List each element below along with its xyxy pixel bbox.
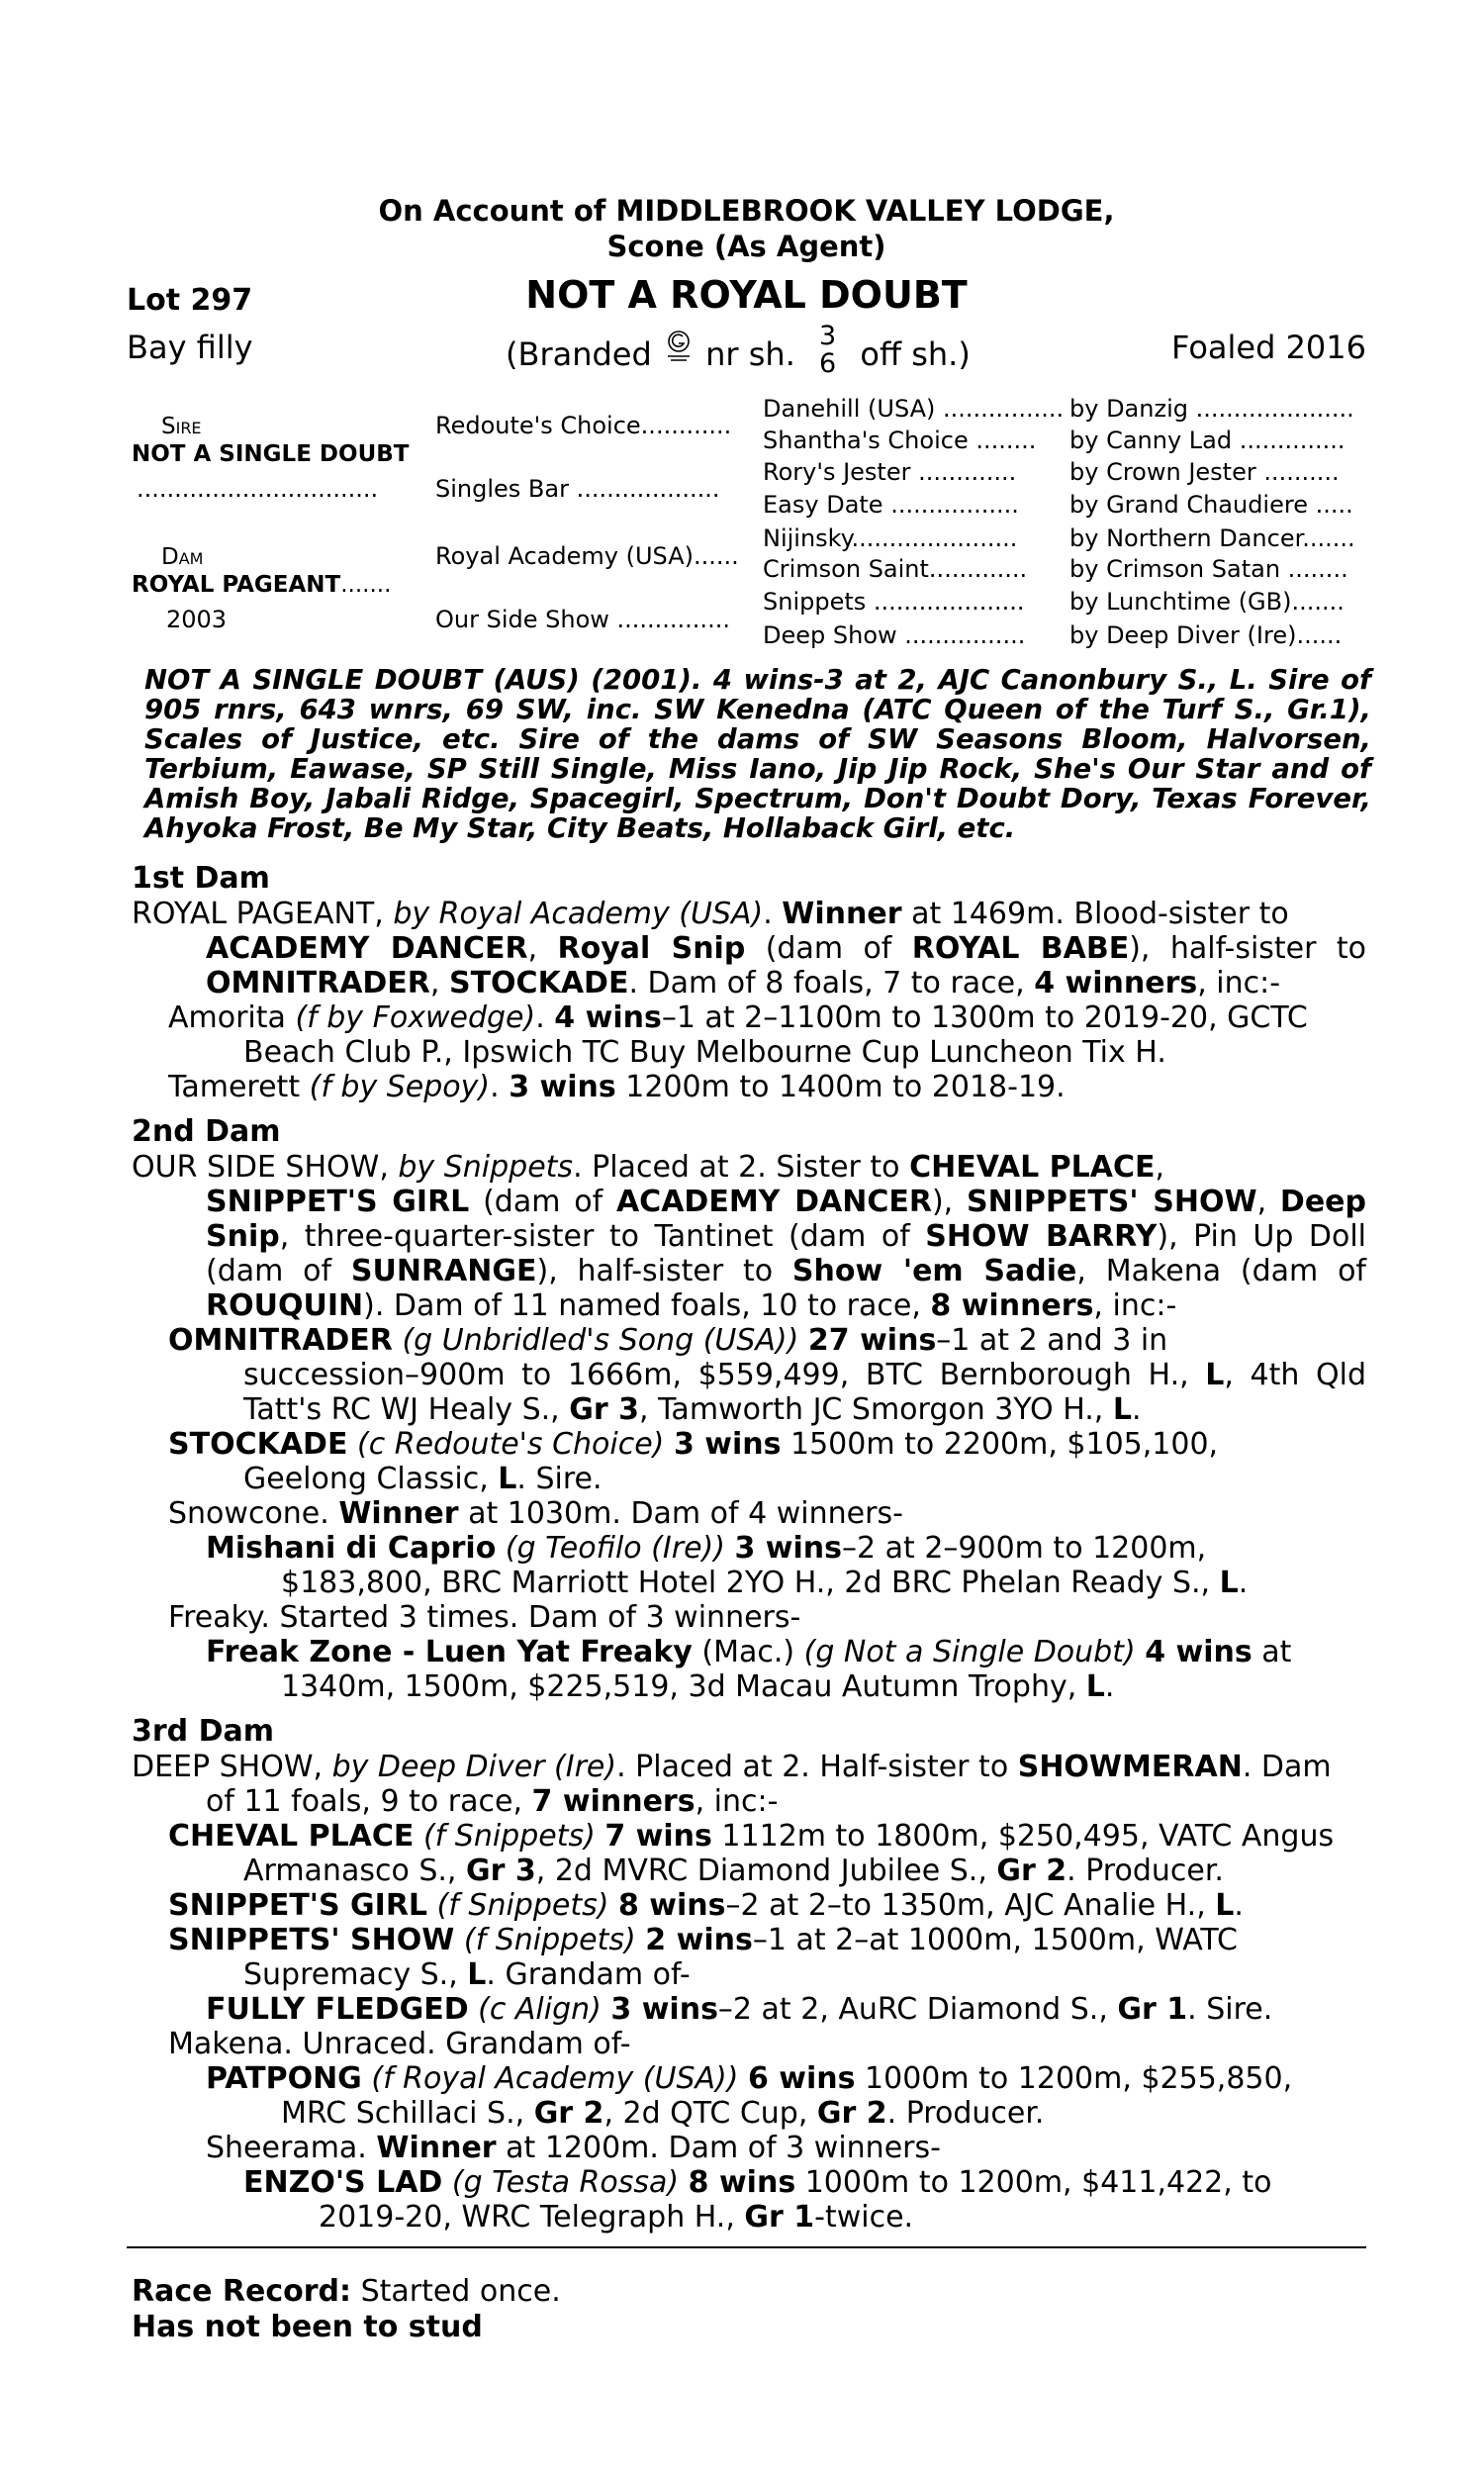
- great-grandparent: Shantha's Choice ........: [763, 427, 1037, 454]
- first-dam-text: ROYAL PAGEANT, by Royal Academy (USA). Winner at 1469m. Blood-sister to: [132, 897, 1289, 931]
- great-grandparent: Crimson Saint.............: [763, 555, 1028, 583]
- race-record: [132, 2274, 561, 2309]
- third-dam-progeny: CHEVAL PLACE (f Snippets) 7 wins 1112m to 1800m, $250,495, VATC Angus: [168, 1819, 1335, 1854]
- second-dam-grandprogeny: 1340m, 1500m, $225,519, 3d Macau Autumn Trophy, L.: [281, 1669, 1115, 1704]
- third-dam-grandprogeny: Sheerama. Winner at 1200m. Dam of 3 winners-: [206, 2131, 941, 2165]
- great-grandparent: Nijinsky......................: [763, 524, 1018, 552]
- second-dam-grandprogeny: $183,800, BRC Marriott Hotel 2YO H., 2d BRC Phelan Ready S., L.: [281, 1566, 1249, 1600]
- dam-name-line: [132, 572, 391, 598]
- great-grandparent: Rory's Jester .............: [763, 458, 1017, 486]
- race-record-label: Race Record:: [132, 2274, 352, 2309]
- by-line: by Danzig .....................: [1069, 395, 1354, 423]
- brand-fraction: [819, 323, 836, 378]
- by-line: by Crimson Satan ........: [1069, 555, 1348, 583]
- by-line: by Deep Diver (Ire)......: [1069, 621, 1343, 649]
- off-shoulder: off sh.): [860, 335, 971, 373]
- fraction-top: 3: [819, 321, 837, 351]
- third-dam-great-grandprogeny: 2019-20, WRC Telegraph H., Gr 1-twice.: [319, 2200, 914, 2235]
- grandsire: Redoute's Choice............: [435, 412, 732, 439]
- dam-year: 2003: [166, 606, 228, 633]
- third-dam-great-grandprogeny: ENZO'S LAD (g Testa Rossa) 8 wins 1000m to 1200m, $411,422, to: [243, 2165, 1272, 2200]
- second-dam-progeny: STOCKADE (c Redoute's Choice) 3 wins 1500m to 2200m, $105,100,: [168, 1427, 1219, 1462]
- near-shoulder: nr sh.: [705, 335, 795, 373]
- granddam-sire-side: Singles Bar ...................: [435, 475, 720, 503]
- third-dam-heading: 3rd Dam: [132, 1714, 274, 1749]
- horse-name: NOT A ROYAL DOUBT: [525, 273, 968, 317]
- first-dam-progeny: Amorita (f by Foxwedge). 4 wins–1 at 2–1100m to 1300m to 2019-20, GCTC: [168, 1000, 1308, 1035]
- fraction-bottom: 6: [819, 348, 837, 379]
- dam-name: ROYAL PAGEANT: [132, 572, 341, 598]
- foaled-year: Foaled 2016: [1171, 329, 1366, 366]
- race-record-value: Started once.: [351, 2274, 561, 2309]
- sire-name: NOT A SINGLE DOUBT: [132, 441, 410, 467]
- first-dam-progeny: Tamerett (f by Sepoy). 3 wins 1200m to 1400m to 2018-19.: [168, 1070, 1066, 1104]
- third-dam-grandprogeny: FULLY FLEDGED (c Align) 3 wins–2 at 2, AuRC Diamond S., Gr 1. Sire.: [206, 1992, 1273, 2027]
- colour-sex: Bay filly: [127, 329, 253, 366]
- second-dam-grandprogeny: Mishani di Caprio (g Teofilo (Ire)) 3 wins–2 at 2–900m to 1200m,: [206, 1531, 1207, 1566]
- lot-number: Lot 297: [127, 283, 253, 318]
- second-dam-progeny: Geelong Classic, L. Sire.: [243, 1462, 603, 1496]
- first-dam-progeny: Beach Club P., Ipswich TC Buy Melbourne Cup Luncheon Tix H.: [243, 1035, 1166, 1070]
- by-line: by Grand Chaudiere .....: [1069, 491, 1353, 519]
- third-dam-progeny: Supremacy S., L. Grandam of-: [243, 1957, 691, 1992]
- divider: [127, 2246, 1366, 2248]
- great-grandparent: Deep Show ................: [763, 621, 1026, 649]
- third-dam-progeny: SNIPPETS' SHOW (f Snippets) 2 wins–1 at 2–at 1000m, 1500m, WATC: [168, 1923, 1238, 1957]
- dam-label: Dam: [161, 544, 204, 570]
- by-line: by Lunchtime (GB).......: [1069, 588, 1345, 616]
- granddam: Our Side Show ...............: [435, 606, 730, 633]
- sire-label: Sire: [161, 414, 202, 439]
- description-row: [127, 321, 1366, 384]
- second-dam-progeny: Snowcone. Winner at 1030m. Dam of 4 winners-: [168, 1496, 903, 1531]
- brand-description: [506, 321, 971, 384]
- sire-dots: ................................: [137, 475, 379, 503]
- stud-status: Has not been to stud: [132, 2310, 483, 2344]
- second-dam-progeny: Freaky. Started 3 times. Dam of 3 winners-: [168, 1600, 801, 1635]
- second-dam-progeny: OMNITRADER (g Unbridled's Song (USA)) 27 wins–1 at 2 and 3 in: [168, 1323, 1168, 1358]
- second-dam-progeny: succession–900m to 1666m, $559,499, BTC Bernborough H., L, 4th Qld Tatt's RC WJ Healy S., Gr 3, Tamworth JC Smorgon 3YO H., L.: [243, 1358, 1366, 1427]
- second-dam-text: SNIPPET'S GIRL (dam of ACADEMY DANCER), SNIPPETS' SHOW, Deep Snip, three-quarter-sister to Tantinet (dam of SHOW BARRY), Pin Up Doll (dam of SUNRANGE), half-sister to Show 'em Sadie, Makena (dam of ROUQUIN). Dam of 11 named foals, 10 to race, 8 winners, inc:-: [206, 1185, 1366, 1323]
- sire-summary: NOT A SINGLE DOUBT (AUS) (2001). 4 wins-3 at 2, AJC Canonbury S., L. Sire of 905 rnrs, 643 wnrs, 69 SW, inc. SW Kenedna (ATC Queen of the Turf S., Gr.1), Scales of Justice, etc. Sire of the dams of SW Seasons Bloom, Halvorsen, Terbium, Eawase, SP Still Single, Miss Iano, Jip Jip Rock, She's Our Star and of Amish Boy, Jabali Ridge, Spacegirl, Spectrum, Don't Doubt Dory, Texas Forever, Ahyoka Frost, Be My Star, City Beats, Hollaback Girl, etc.: [144, 664, 1371, 844]
- great-grandparent: Snippets ....................: [763, 588, 1025, 616]
- vendor-location: Scone (As Agent): [606, 230, 886, 263]
- vendor-line: On Account of MIDDLEBROOK VALLEY LODGE,: [378, 194, 1115, 228]
- first-dam-heading: 1st Dam: [132, 861, 270, 896]
- second-dam-heading: 2nd Dam: [132, 1114, 281, 1149]
- third-dam-grandprogeny: MRC Schillaci S., Gr 2, 2d QTC Cup, Gr 2. Producer.: [281, 2096, 1045, 2131]
- first-dam-text: ACADEMY DANCER, Royal Snip (dam of ROYAL BABE), half-sister to OMNITRADER, STOCKADE. Dam of 8 foals, 7 to race, 4 winners, inc:-: [206, 931, 1366, 1000]
- brand-mark-icon: [664, 329, 694, 362]
- grandsire-dam-side: Royal Academy (USA)......: [435, 542, 739, 570]
- third-dam-progeny: SNIPPET'S GIRL (f Snippets) 8 wins–2 at 2–to 1350m, AJC Analie H., L.: [168, 1888, 1244, 1923]
- great-grandparent: Easy Date .................: [763, 491, 1019, 519]
- third-dam-grandprogeny: PATPONG (f Royal Academy (USA)) 6 wins 1000m to 1200m, $255,850,: [206, 2061, 1293, 2096]
- by-line: by Northern Dancer.......: [1069, 524, 1355, 552]
- third-dam-text: DEEP SHOW, by Deep Diver (Ire). Placed at 2. Half-sister to SHOWMERAN. Dam: [132, 1750, 1332, 1784]
- branded-prefix: (Branded: [506, 335, 652, 373]
- great-grandparent: Danehill (USA) ................: [763, 395, 1065, 423]
- third-dam-progeny: Makena. Unraced. Grandam of-: [168, 2027, 631, 2061]
- second-dam-text: OUR SIDE SHOW, by Snippets. Placed at 2. Sister to CHEVAL PLACE,: [132, 1150, 1165, 1185]
- dam-dots: .......: [340, 572, 392, 598]
- third-dam-text: of 11 foals, 9 to race, 7 winners, inc:-: [206, 1784, 779, 1819]
- third-dam-progeny: Armanasco S., Gr 3, 2d MVRC Diamond Jubilee S., Gr 2. Producer.: [243, 1854, 1224, 1888]
- by-line: by Canny Lad ..............: [1069, 427, 1345, 454]
- by-line: by Crown Jester ..........: [1069, 458, 1340, 486]
- lot-row: [127, 273, 1366, 317]
- second-dam-grandprogeny: Freak Zone - Luen Yat Freaky (Mac.) (g Not a Single Doubt) 4 wins at: [206, 1635, 1292, 1669]
